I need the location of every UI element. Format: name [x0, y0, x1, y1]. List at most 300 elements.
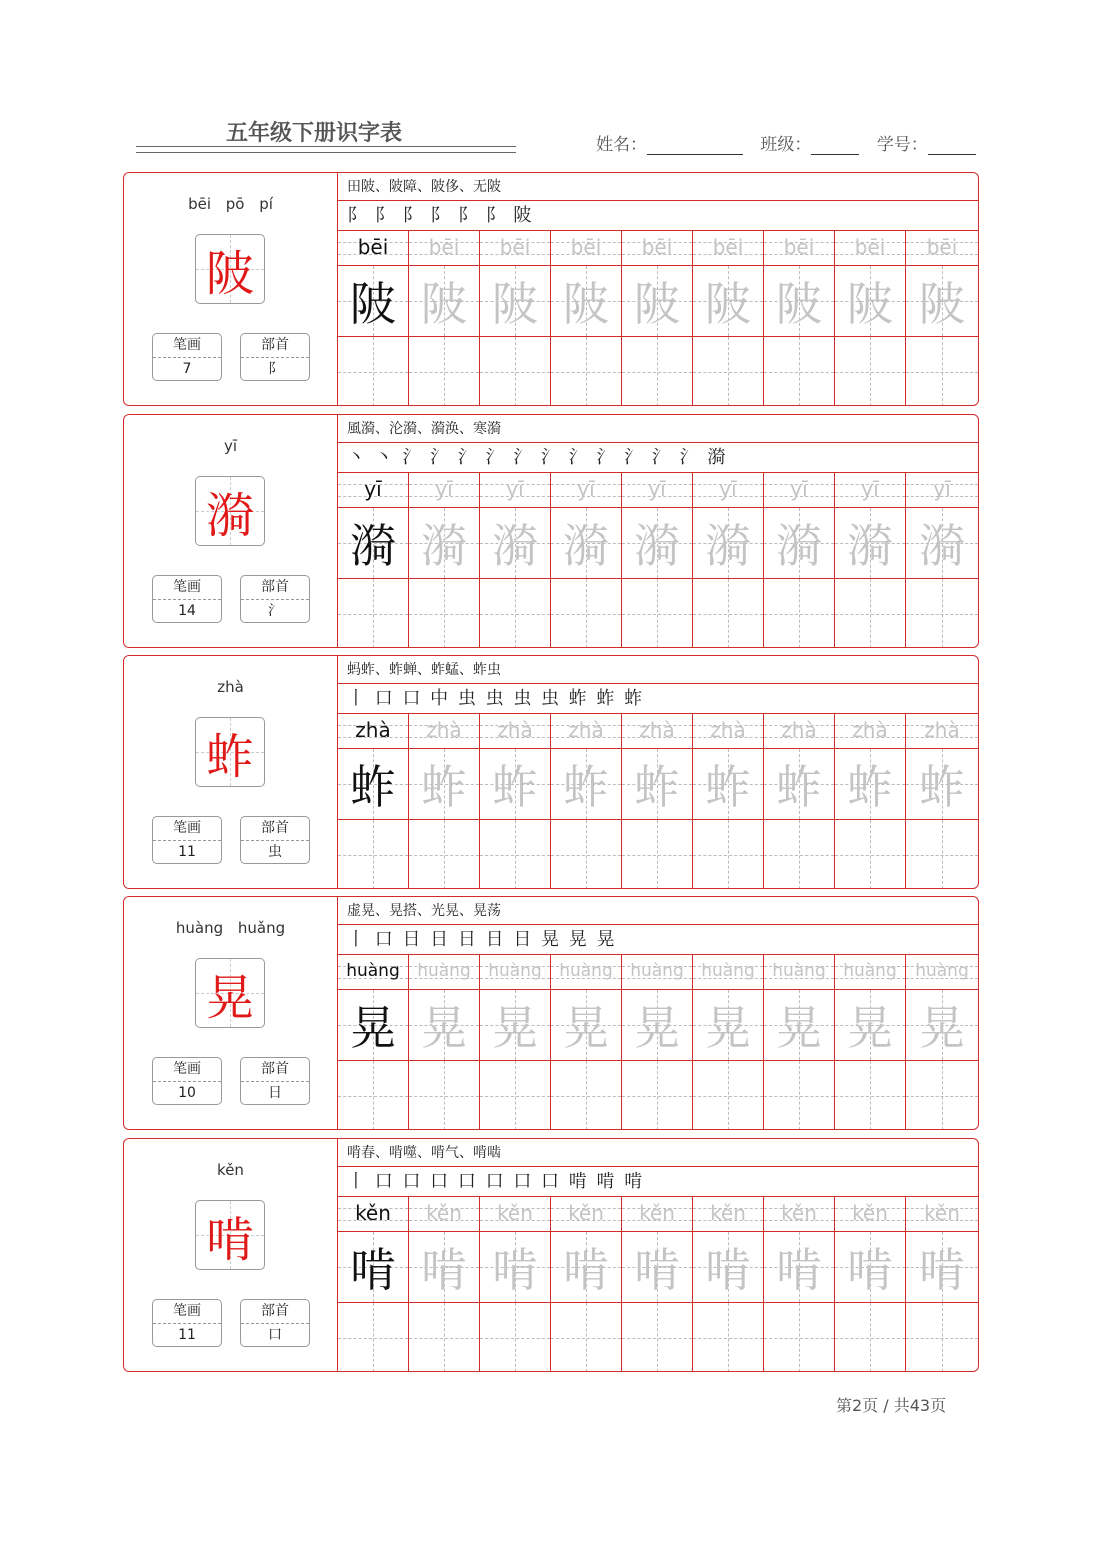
- practice-panel: [338, 897, 978, 1129]
- char-trace: 蚱: [492, 760, 538, 814]
- pinyin-cell: [622, 1197, 692, 1232]
- char-trace: 晃: [421, 1001, 467, 1055]
- empty-practice-cell[interactable]: [409, 1303, 479, 1372]
- practice-column: [764, 231, 835, 406]
- pinyin-trace: yī: [861, 477, 879, 501]
- radical-value: 阝: [268, 361, 282, 377]
- strokes-value: 10: [178, 1085, 196, 1101]
- strokes-value: 7: [182, 361, 192, 377]
- pinyin-cell: [622, 473, 692, 508]
- character-card: [123, 172, 979, 406]
- practice-column: [693, 473, 764, 648]
- pinyin-trace: zhà: [710, 718, 746, 742]
- strokes-badge: [152, 1299, 222, 1347]
- radical-value: 口: [268, 1327, 282, 1343]
- char-cell: [764, 508, 834, 579]
- char-cell: [480, 266, 550, 337]
- char-trace: 漪: [350, 519, 396, 573]
- char-cell: [622, 990, 692, 1061]
- document-title: 五年级下册识字表: [226, 121, 403, 146]
- radical-label: 部首: [241, 334, 309, 358]
- radical-label: 部首: [241, 1300, 309, 1324]
- char-trace: 啃: [350, 1243, 396, 1297]
- practice-panel: [338, 415, 978, 647]
- char-cell: [551, 1232, 621, 1303]
- main-char-box: [195, 1200, 265, 1270]
- empty-practice-cell[interactable]: [480, 579, 550, 648]
- page-number: 第2页 / 共43页: [836, 1396, 947, 1415]
- pinyin-trace: kěn: [781, 1201, 817, 1225]
- char-trace: 漪: [563, 519, 609, 573]
- character-card: [123, 1138, 979, 1372]
- radical-label: 部首: [241, 576, 309, 600]
- char-trace: 蚱: [776, 760, 822, 814]
- char-cell: [693, 508, 763, 579]
- pinyin-readings: zhà: [217, 678, 244, 696]
- practice-column: [764, 473, 835, 648]
- empty-practice-cell[interactable]: [835, 1061, 905, 1130]
- practice-column: [338, 714, 409, 889]
- pinyin-trace: bēi: [499, 235, 531, 259]
- pinyin-cell: [338, 473, 408, 508]
- pinyin-readings: kěn: [217, 1161, 244, 1179]
- class-label: 班级：: [760, 135, 812, 155]
- char-trace: 陂: [563, 277, 609, 331]
- char-cell: [906, 749, 978, 820]
- char-trace: 漪: [705, 519, 751, 573]
- practice-column: [906, 231, 978, 406]
- empty-practice-cell[interactable]: [409, 820, 479, 889]
- char-cell: [480, 990, 550, 1061]
- char-trace: 晃: [634, 1001, 680, 1055]
- pinyin-cell: [764, 473, 834, 508]
- practice-column: [906, 714, 978, 889]
- empty-practice-cell[interactable]: [693, 1061, 763, 1130]
- practice-column: [338, 231, 409, 406]
- strokes-badge: [152, 1057, 222, 1105]
- practice-column: [622, 714, 693, 889]
- char-cell: [622, 1232, 692, 1303]
- practice-grid: [338, 955, 978, 1130]
- char-trace: 漪: [421, 519, 467, 573]
- practice-grid: [338, 231, 978, 406]
- char-info-panel: [124, 1139, 338, 1371]
- char-cell: [764, 266, 834, 337]
- character-card: [123, 896, 979, 1130]
- empty-practice-cell[interactable]: [622, 1061, 692, 1130]
- pinyin-cell: [693, 714, 763, 749]
- empty-practice-cell[interactable]: [764, 820, 834, 889]
- practice-column: [409, 955, 480, 1130]
- empty-practice-cell[interactable]: [480, 1061, 550, 1130]
- empty-practice-cell[interactable]: [906, 820, 978, 889]
- pinyin-cell: [409, 714, 479, 749]
- empty-practice-cell[interactable]: [622, 820, 692, 889]
- pinyin-cell: [906, 473, 978, 508]
- pinyin-cell: [693, 955, 763, 990]
- pinyin-trace: bēi: [641, 235, 673, 259]
- pinyin-trace: huàng: [843, 961, 897, 981]
- empty-practice-cell[interactable]: [480, 1303, 550, 1372]
- pinyin-trace: bēi: [926, 235, 958, 259]
- empty-practice-cell[interactable]: [764, 337, 834, 406]
- pinyin-cell: [338, 955, 408, 990]
- char-trace: 晃: [919, 1001, 965, 1055]
- char-cell: [338, 266, 408, 337]
- practice-column: [906, 955, 978, 1130]
- strokes-value: 14: [178, 603, 196, 619]
- pinyin-cell: [693, 1197, 763, 1232]
- pinyin-trace: kěn: [710, 1201, 746, 1225]
- char-trace: 蚱: [919, 760, 965, 814]
- char-trace: 啃: [634, 1243, 680, 1297]
- title-underline: [136, 146, 516, 153]
- char-cell: [480, 508, 550, 579]
- empty-practice-cell[interactable]: [906, 579, 978, 648]
- empty-practice-cell[interactable]: [906, 337, 978, 406]
- pinyin-trace: zhà: [497, 718, 533, 742]
- pinyin-trace: kěn: [568, 1201, 604, 1225]
- char-cell: [409, 508, 479, 579]
- pinyin-cell: [551, 714, 621, 749]
- pinyin-trace: zhà: [426, 718, 462, 742]
- empty-practice-cell[interactable]: [906, 1303, 978, 1372]
- pinyin-trace: zhà: [568, 718, 604, 742]
- char-trace: 啃: [919, 1243, 965, 1297]
- radical-badge: [240, 1299, 310, 1347]
- char-cell: [409, 990, 479, 1061]
- char-cell: [622, 749, 692, 820]
- char-cell: [409, 749, 479, 820]
- pinyin-trace: huàng: [559, 961, 613, 981]
- stroke-order: 丶 丶 氵 氵 氵 氵 氵 氵 氵 氵 氵 氵 氵 漪: [338, 443, 978, 473]
- strokes-badge: [152, 575, 222, 623]
- char-trace: 晃: [847, 1001, 893, 1055]
- stroke-order: 阝 阝 阝 阝 阝 阝 陂: [338, 201, 978, 231]
- pinyin-cell: [835, 1197, 905, 1232]
- practice-grid: [338, 714, 978, 889]
- pinyin-trace: huàng: [630, 961, 684, 981]
- pinyin-trace: zhà: [355, 718, 391, 742]
- id-field[interactable]: [928, 136, 976, 155]
- empty-practice-cell[interactable]: [835, 579, 905, 648]
- pinyin-cell: [835, 231, 905, 266]
- pinyin-cell: [622, 955, 692, 990]
- pinyin-trace: yī: [790, 477, 808, 501]
- pinyin-cell: [480, 955, 550, 990]
- pinyin-readings: huàng huǎng: [175, 919, 286, 937]
- char-trace: 陂: [350, 277, 396, 331]
- char-cell: [906, 508, 978, 579]
- char-trace: 啃: [563, 1243, 609, 1297]
- char-info-panel: [124, 656, 338, 888]
- radical-value: 日: [268, 1085, 282, 1101]
- pinyin-cell: [409, 473, 479, 508]
- char-trace: 啃: [776, 1243, 822, 1297]
- pinyin-cell: [551, 231, 621, 266]
- empty-practice-cell[interactable]: [338, 820, 408, 889]
- pinyin-trace: yī: [506, 477, 524, 501]
- radical-label: 部首: [241, 1058, 309, 1082]
- strokes-badge: [152, 333, 222, 381]
- radical-value: 虫: [268, 844, 282, 860]
- pinyin-trace: kěn: [852, 1201, 888, 1225]
- practice-column: [693, 955, 764, 1130]
- empty-practice-cell[interactable]: [622, 337, 692, 406]
- char-info-panel: [124, 897, 338, 1129]
- pinyin-trace: kěn: [426, 1201, 462, 1225]
- char-cell: [906, 266, 978, 337]
- practice-column: [409, 231, 480, 406]
- char-trace: 漪: [776, 519, 822, 573]
- main-char-box: [195, 234, 265, 304]
- pinyin-trace: zhà: [924, 718, 960, 742]
- empty-practice-cell[interactable]: [338, 1061, 408, 1130]
- char-trace: 蚱: [563, 760, 609, 814]
- empty-practice-cell[interactable]: [551, 820, 621, 889]
- main-char-box: [195, 717, 265, 787]
- pinyin-readings: yī: [223, 437, 238, 455]
- practice-column: [764, 1197, 835, 1372]
- empty-practice-cell[interactable]: [480, 337, 550, 406]
- strokes-label: 笔画: [153, 576, 221, 600]
- char-info-panel: [124, 173, 338, 405]
- pinyin-cell: [622, 231, 692, 266]
- practice-column: [551, 1197, 622, 1372]
- strokes-badge: [152, 816, 222, 864]
- empty-practice-cell[interactable]: [906, 1061, 978, 1130]
- char-trace: 蚱: [634, 760, 680, 814]
- main-char: 陂: [205, 245, 254, 302]
- practice-column: [764, 955, 835, 1130]
- empty-practice-cell[interactable]: [409, 1061, 479, 1130]
- pinyin-cell: [480, 473, 550, 508]
- pinyin-cell: [764, 231, 834, 266]
- char-cell: [835, 749, 905, 820]
- pinyin-trace: huàng: [701, 961, 755, 981]
- empty-practice-cell[interactable]: [835, 337, 905, 406]
- main-char-box: [195, 476, 265, 546]
- char-cell: [551, 266, 621, 337]
- pinyin-trace: bēi: [854, 235, 886, 259]
- empty-practice-cell[interactable]: [622, 579, 692, 648]
- empty-practice-cell[interactable]: [551, 579, 621, 648]
- practice-panel: [338, 1139, 978, 1371]
- main-char-box: [195, 958, 265, 1028]
- pinyin-trace: zhà: [852, 718, 888, 742]
- practice-column: [622, 1197, 693, 1372]
- char-trace: 陂: [847, 277, 893, 331]
- pinyin-trace: yī: [933, 477, 951, 501]
- pinyin-trace: huàng: [417, 961, 471, 981]
- word-examples: 虚晃、晃搭、光晃、晃荡: [338, 897, 978, 925]
- practice-grid: [338, 473, 978, 648]
- page-header: [136, 112, 976, 156]
- pinyin-cell: [551, 955, 621, 990]
- pinyin-trace: yī: [719, 477, 737, 501]
- pinyin-trace: kěn: [497, 1201, 533, 1225]
- empty-practice-cell[interactable]: [764, 579, 834, 648]
- pinyin-cell: [906, 955, 978, 990]
- char-trace: 晃: [492, 1001, 538, 1055]
- pinyin-trace: kěn: [639, 1201, 675, 1225]
- char-trace: 啃: [492, 1243, 538, 1297]
- practice-column: [835, 231, 906, 406]
- pinyin-cell: [835, 714, 905, 749]
- empty-practice-cell[interactable]: [835, 820, 905, 889]
- practice-column: [764, 714, 835, 889]
- char-cell: [409, 1232, 479, 1303]
- radical-value: 氵: [268, 603, 282, 619]
- practice-column: [480, 473, 551, 648]
- pinyin-cell: [835, 955, 905, 990]
- character-card: [123, 414, 979, 648]
- char-trace: 漪: [634, 519, 680, 573]
- char-cell: [693, 749, 763, 820]
- char-cell: [338, 749, 408, 820]
- main-char: 漪: [205, 487, 254, 544]
- stroke-order: 丨 口 口 口 口 口 口 口 啃 啃 啃: [338, 1167, 978, 1197]
- char-cell: [906, 990, 978, 1061]
- char-cell: [622, 266, 692, 337]
- pinyin-trace: huàng: [346, 961, 400, 981]
- char-cell: [764, 1232, 834, 1303]
- word-examples: 風漪、沦漪、漪涣、寒漪: [338, 415, 978, 443]
- stroke-order: 丨 口 日 日 日 日 日 晃 晃 晃: [338, 925, 978, 955]
- empty-practice-cell[interactable]: [693, 1303, 763, 1372]
- practice-column: [480, 955, 551, 1130]
- char-trace: 漪: [919, 519, 965, 573]
- empty-practice-cell[interactable]: [693, 337, 763, 406]
- empty-practice-cell[interactable]: [622, 1303, 692, 1372]
- pinyin-trace: yī: [648, 477, 666, 501]
- pinyin-cell: [338, 231, 408, 266]
- radical-badge: [240, 333, 310, 381]
- pinyin-cell: [906, 1197, 978, 1232]
- pinyin-cell: [480, 231, 550, 266]
- char-cell: [480, 749, 550, 820]
- pinyin-cell: [338, 714, 408, 749]
- strokes-label: 笔画: [153, 817, 221, 841]
- char-cell: [693, 1232, 763, 1303]
- pinyin-trace: yī: [435, 477, 453, 501]
- char-trace: 晃: [705, 1001, 751, 1055]
- char-cell: [551, 990, 621, 1061]
- pinyin-cell: [409, 955, 479, 990]
- empty-practice-cell[interactable]: [693, 820, 763, 889]
- pinyin-cell: [764, 714, 834, 749]
- student-info: [596, 130, 976, 155]
- pinyin-trace: bēi: [570, 235, 602, 259]
- strokes-label: 笔画: [153, 1300, 221, 1324]
- char-cell: [622, 508, 692, 579]
- char-cell: [693, 266, 763, 337]
- main-char: 晃: [205, 969, 254, 1026]
- character-card: [123, 655, 979, 889]
- pinyin-cell: [835, 473, 905, 508]
- pinyin-cell: [693, 473, 763, 508]
- practice-column: [551, 231, 622, 406]
- empty-practice-cell[interactable]: [764, 1303, 834, 1372]
- stroke-order: 丨 口 口 中 虫 虫 虫 虫 蚱 蚱 蚱: [338, 684, 978, 714]
- practice-column: [338, 473, 409, 648]
- practice-column: [551, 955, 622, 1130]
- pinyin-trace: huàng: [488, 961, 542, 981]
- practice-column: [480, 714, 551, 889]
- practice-column: [622, 955, 693, 1130]
- empty-practice-cell[interactable]: [480, 820, 550, 889]
- pinyin-trace: yī: [364, 477, 382, 501]
- empty-practice-cell[interactable]: [693, 579, 763, 648]
- char-info-panel: [124, 415, 338, 647]
- practice-column: [693, 231, 764, 406]
- strokes-value: 11: [178, 844, 196, 860]
- pinyin-cell: [480, 714, 550, 749]
- char-trace: 陂: [776, 277, 822, 331]
- empty-practice-cell[interactable]: [835, 1303, 905, 1372]
- practice-column: [835, 714, 906, 889]
- practice-column: [693, 1197, 764, 1372]
- practice-column: [338, 955, 409, 1130]
- pinyin-cell: [622, 714, 692, 749]
- char-trace: 陂: [919, 277, 965, 331]
- empty-practice-cell[interactable]: [409, 337, 479, 406]
- empty-practice-cell[interactable]: [764, 1061, 834, 1130]
- char-trace: 晃: [563, 1001, 609, 1055]
- practice-column: [835, 955, 906, 1130]
- empty-practice-cell[interactable]: [551, 337, 621, 406]
- pinyin-cell: [693, 231, 763, 266]
- char-trace: 蚱: [705, 760, 751, 814]
- practice-column: [693, 714, 764, 889]
- practice-column: [551, 473, 622, 648]
- empty-practice-cell[interactable]: [551, 1061, 621, 1130]
- class-field[interactable]: [811, 136, 859, 155]
- char-cell: [764, 990, 834, 1061]
- pinyin-trace: huàng: [915, 961, 969, 981]
- practice-column: [409, 1197, 480, 1372]
- char-cell: [551, 749, 621, 820]
- pinyin-trace: bēi: [357, 235, 389, 259]
- id-label: 学号：: [876, 135, 928, 155]
- empty-practice-cell[interactable]: [551, 1303, 621, 1372]
- practice-panel: [338, 656, 978, 888]
- main-char: 蚱: [205, 728, 254, 785]
- pinyin-cell: [906, 714, 978, 749]
- char-cell: [835, 508, 905, 579]
- practice-column: [835, 473, 906, 648]
- practice-grid: [338, 1197, 978, 1372]
- practice-column: [409, 714, 480, 889]
- name-field[interactable]: [647, 136, 743, 155]
- char-trace: 漪: [847, 519, 893, 573]
- pinyin-trace: zhà: [781, 718, 817, 742]
- pinyin-readings: bēi pō pí: [188, 195, 273, 213]
- char-cell: [835, 990, 905, 1061]
- empty-practice-cell[interactable]: [409, 579, 479, 648]
- empty-practice-cell[interactable]: [338, 579, 408, 648]
- char-cell: [693, 990, 763, 1061]
- practice-column: [480, 1197, 551, 1372]
- char-trace: 蚱: [350, 760, 396, 814]
- empty-practice-cell[interactable]: [338, 337, 408, 406]
- practice-column: [622, 473, 693, 648]
- radical-badge: [240, 1057, 310, 1105]
- pinyin-cell: [551, 1197, 621, 1232]
- pinyin-cell: [906, 231, 978, 266]
- practice-column: [338, 1197, 409, 1372]
- empty-practice-cell[interactable]: [338, 1303, 408, 1372]
